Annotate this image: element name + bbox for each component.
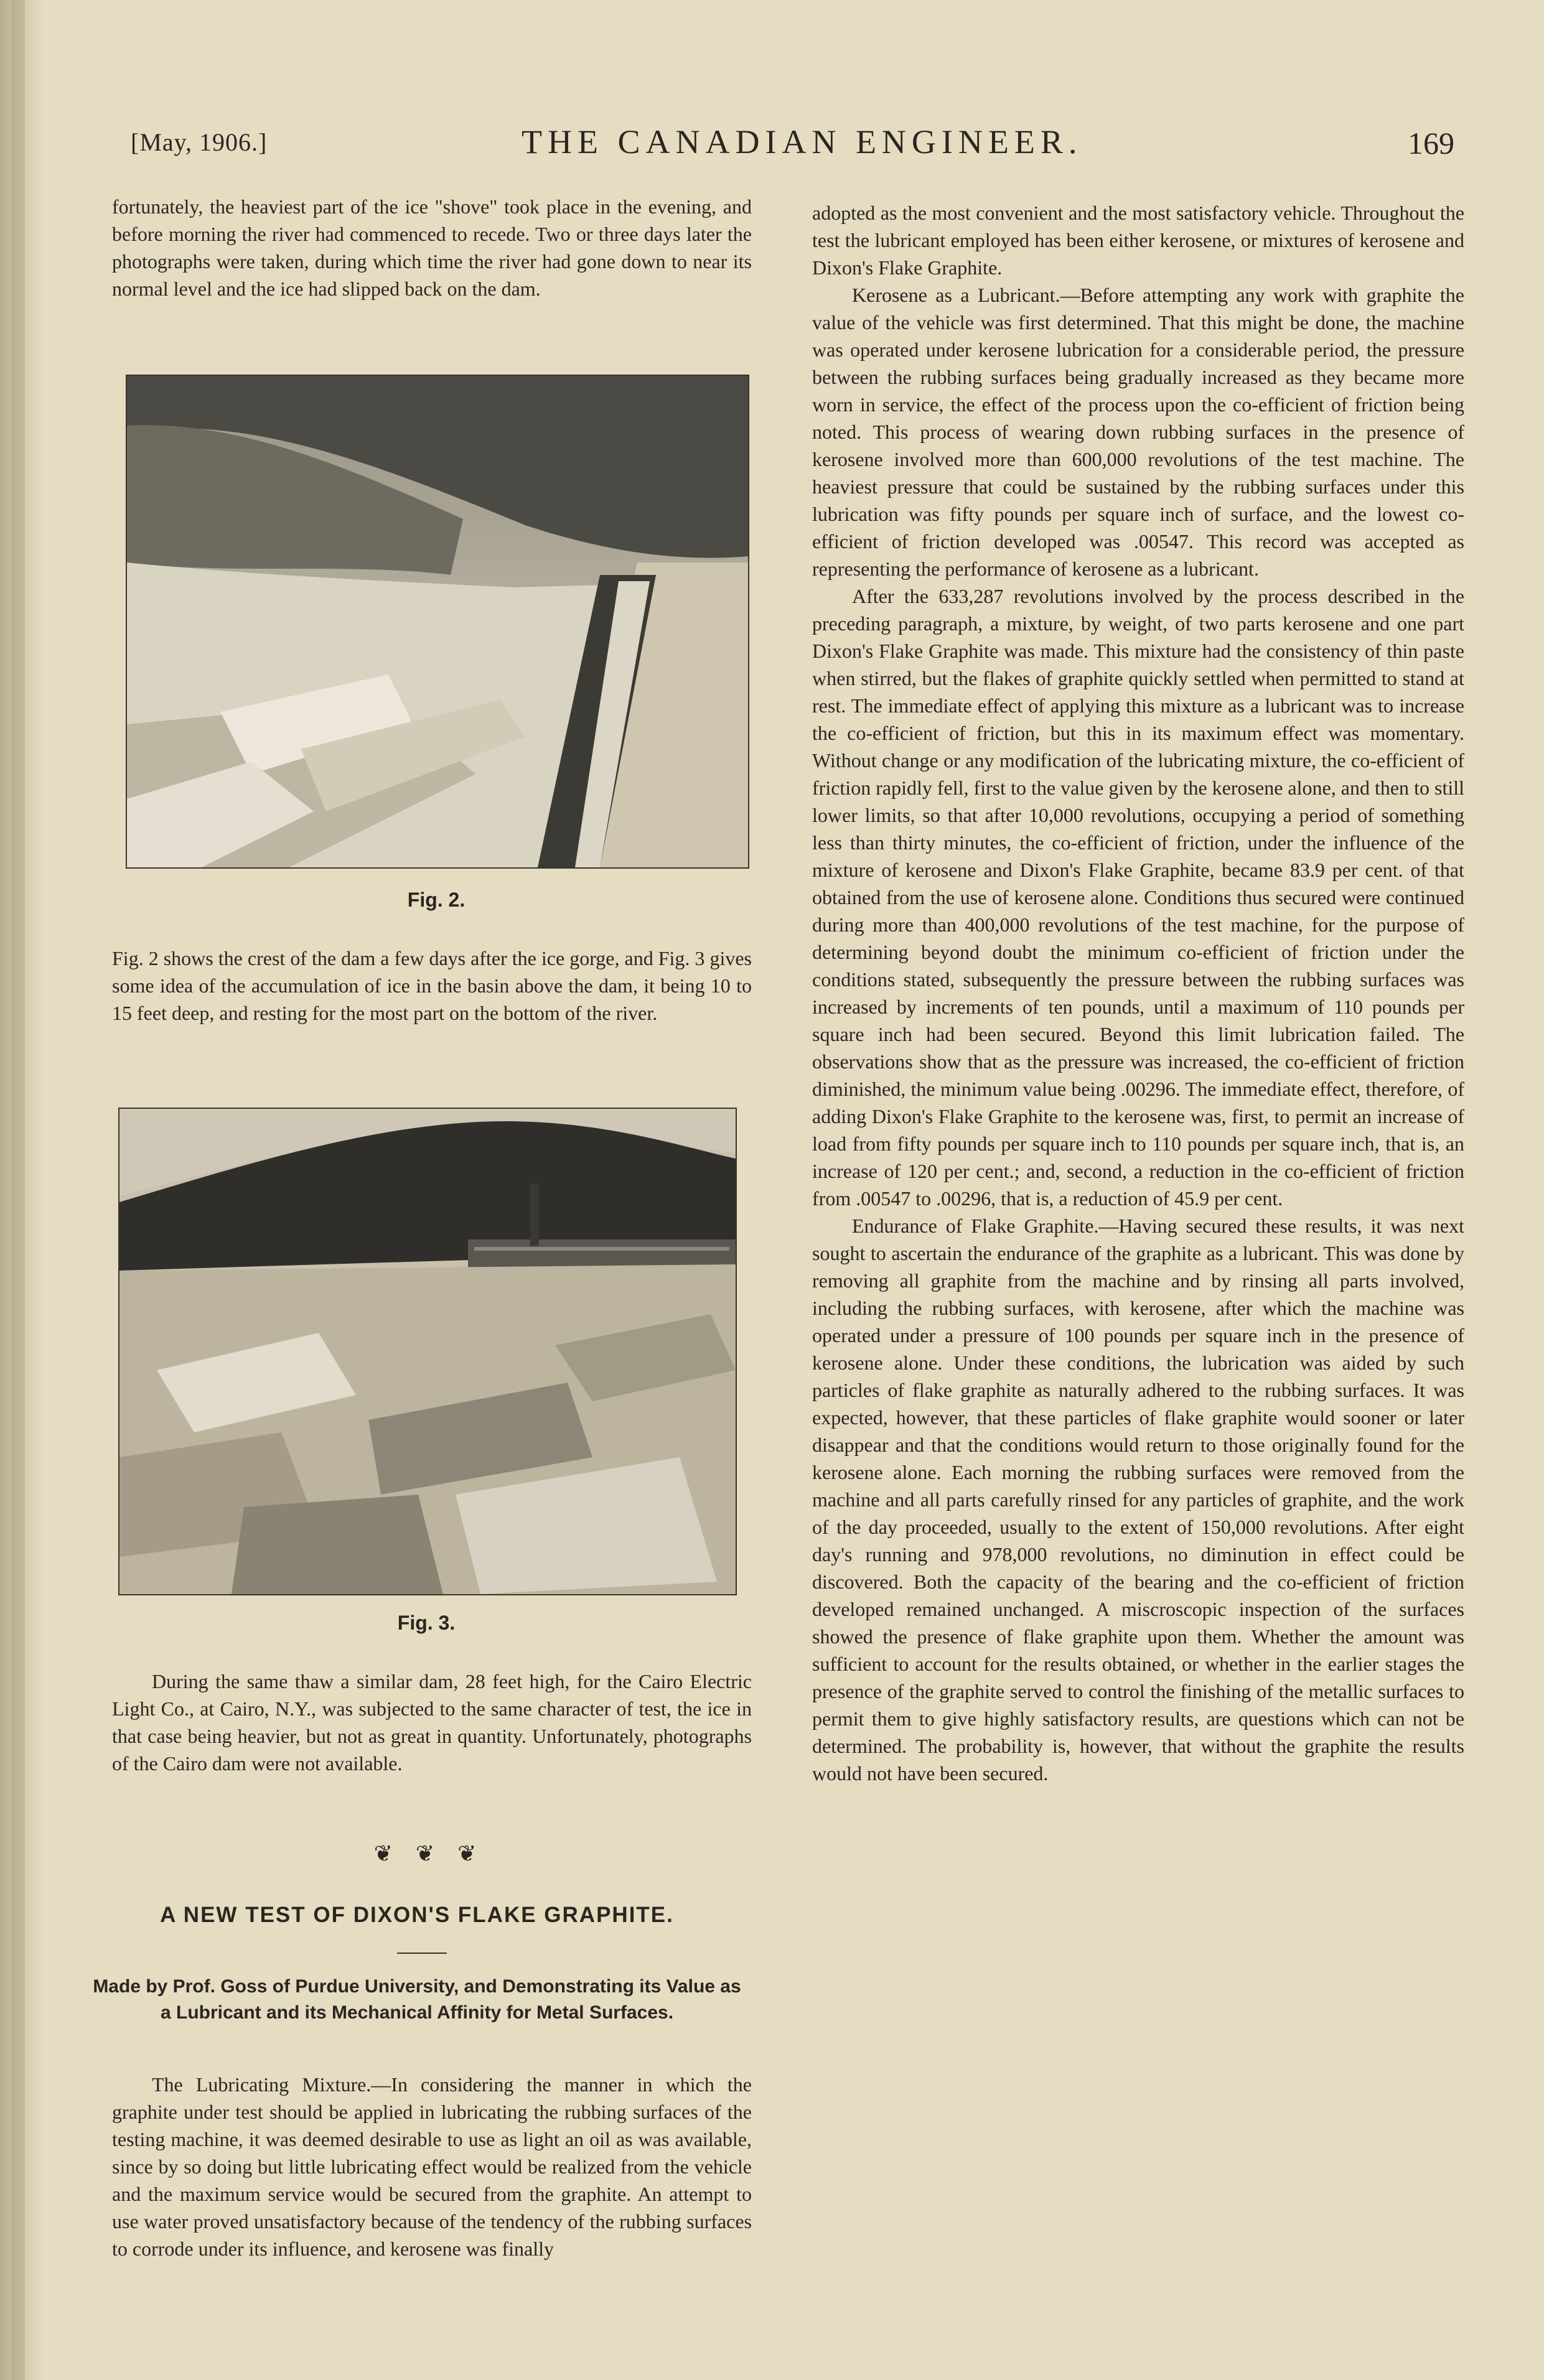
figure-2-photo xyxy=(126,375,749,869)
title-rule xyxy=(397,1953,447,1954)
figure-3-photo xyxy=(118,1108,737,1595)
article-subtitle: Made by Prof. Goss of Purdue University, and Demonstrating its Value as a Lubricant and its Mechanical Affinity for Metal Surfaces. xyxy=(93,1976,741,2023)
article-title: A NEW TEST OF DIXON'S FLAKE GRAPHITE. xyxy=(160,1903,674,1927)
paragraph: fortunately, the heaviest part of the ice "shove" took place in the evening, and before morning the river had commenced to recede. Two or three days later the photographs were taken, during which time the river had gone down to near its normal level and the ice had slipped back on the dam. xyxy=(112,195,752,300)
book-spine xyxy=(11,0,25,2380)
paragraph: Kerosene as a Lubricant.—Before attempting any work with graphite the value of the vehicle was first determined. That this might be done, the machine was operated under kerosene lubrication for a considerable period, the pressure between the rubbing surfaces being gradually increased as they became more worn in service, the effect of the process upon the co-efficient of friction being noted. This process of wearing down rubbing surfaces in the presence of kerosene involved more than 600,000 revolutions of the test machine. The heaviest pressure that could be sustained by the rubbing surfaces under this lubrication was fifty pounds per square inch of surface, and the lowest co-efficient of friction developed was .00547. This record was accepted as representing the performance of kerosene as a lubricant. xyxy=(812,284,1464,580)
left-column-lower xyxy=(112,1668,752,1777)
figure-3-caption: Fig. 3. xyxy=(397,1612,456,1634)
page-number: 169 xyxy=(1408,126,1454,161)
right-column xyxy=(812,199,1464,1787)
left-column-mid xyxy=(112,945,752,1027)
page-header xyxy=(0,123,1544,177)
paragraph: After the 633,287 revolutions involved by the process described in the preceding paragraph, a mixture, by weight, of two parts kerosene and one part Dixon's Flake Graphite was made. This mixture had the consistency of thin paste when stirred, but the flakes of graphite quickly settled when permitted to stand at rest. The immediate effect of applying this mixture as a lubricant was to increase the co-efficient of friction, but this in its maximum effect was momentary. Without change or any modification of the lubricating mixture, the co-efficient of friction rapidly fell, first to the value given by the kerosene alone, and then to still lower limits, so that after 10,000 revolutions, occupying a period of something less than thirty minutes, the co-efficient of friction, under the influence of the mixture of kerosene and Dixon's Flake Graphite, became 83.9 per cent. of that obtained from the use of kerosene alone. Conditions thus secured were continued during more than 400,000 revolutions of the test machine, for the purpose of determining beyond doubt the minimum co-efficient of friction under the conditions stated, subsequently the pressure between the rubbing surfaces was increased by increments of ten pounds, until a maximum of 110 pounds per square inch had been secured. Beyond this limit lubrication failed. The observations show that as the pressure was increased, the co-efficient of friction diminished, the minimum value being .00296. The immediate effect, therefore, of adding Dixon's Flake Graphite to the kerosene was, first, to permit an increase of load from fifty pounds per square inch to 110 pounds per square inch, that is, an increase of 120 per cent.; and, second, a reduction in the co-efficient of friction from .00547 to .00296, that is, a reduction of 45.9 per cent. xyxy=(812,585,1464,1210)
paragraph: adopted as the most convenient and the most satisfactory vehicle. Throughout the test the lubricant employed has been either kerosene, or mixtures of kerosene and Dixon's Flake Graphite. xyxy=(812,202,1464,279)
journal-title: THE CANADIAN ENGINEER. xyxy=(522,123,1083,161)
left-column-top xyxy=(112,193,752,302)
paragraph: The Lubricating Mixture.—In considering the manner in which the graphite under test should be applied in lubricating the rubbing surfaces of the testing machine, it was deemed desirable to use as light an oil as was available, since by so doing but little lubricating effect would be realized from the vehicle and the maximum service would be secured from the graphite. An attempt to use water proved unsatisfactory because of the tendency of the rubbing surfaces to corrode under its influence, and kerosene was finally xyxy=(112,2073,752,2260)
paragraph: Endurance of Flake Graphite.—Having secured these results, it was next sought to ascertain the endurance of the graphite as a lubricant. This was done by removing all graphite from the machine and by rinsing all parts involved, including the rubbing surfaces, with kerosene, after which the machine was operated under a pressure of 100 pounds per square inch in the presence of kerosene alone. Under these conditions, the lubrication was aided by such particles of flake graphite as naturally adhered to the rubbing surfaces. It was expected, however, that these particles of flake graphite would sooner or later disappear and that the conditions would return to those originally found for the kerosene alone. Each morning the rubbing surfaces were removed from the machine and all parts carefully rinsed for any particles of graphite, and the work of the day proceeded, usually to the extent of 150,000 revolutions. After eight day's running and 978,000 revolutions, no diminution in effect could be discovered. Both the capacity of the bearing and the co-efficient of friction developed remained unchanged. A miscroscopic inspection of the surfaces showed the presence of flake graphite upon them. Whether the amount was sufficient to account for the results obtained, or whether in the earlier stages the presence of the graphite served to control the finishing of the metallic surfaces to permit them to give highly satisfactory results, are questions which can not be determined. The probability is, however, that without the graphite the results would not have been secured. xyxy=(812,1215,1464,1785)
figure-2-caption: Fig. 2. xyxy=(407,889,466,911)
section-ornament: ❦ ❦ ❦ xyxy=(373,1841,485,1866)
issue-date: [May, 1906.] xyxy=(131,128,268,156)
paragraph: Fig. 2 shows the crest of the dam a few days after the ice gorge, and Fig. 3 gives some idea of the accumulation of ice in the basin above the dam, it being 10 to 15 feet deep, and resting for the most part on the bottom of the river. xyxy=(112,947,752,1024)
left-column-bottom xyxy=(112,2071,752,2262)
paragraph: During the same thaw a similar dam, 28 feet high, for the Cairo Electric Light Co., at Cairo, N.Y., was subjected to the same character of test, the ice in that case being heavier, but not as great in quantity. Unfortunately, photographs of the Cairo dam were not available. xyxy=(112,1670,752,1775)
